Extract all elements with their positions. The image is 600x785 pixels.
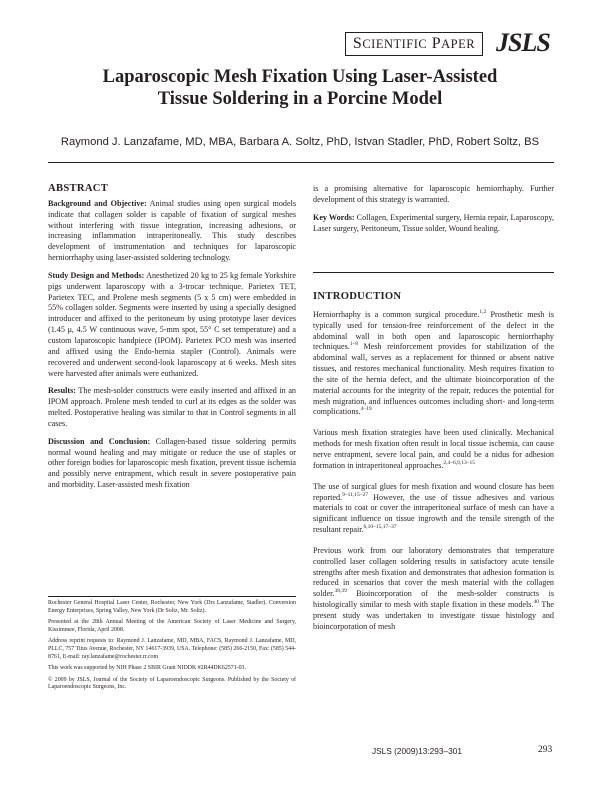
keywords-label: Key Words: — [313, 212, 355, 222]
page-header — [0, 30, 600, 62]
intro-p4-text-c: The present study was undertaken to investigate tissue histology and bioincorporation of mesh — [313, 600, 554, 631]
intro-p1-text-a: Herniorrhaphy is a common surgical procedure. — [313, 309, 480, 319]
footnote-address: Address reprint requests to: Raymond J. Lanzafame, MD, MBA, FACS, Raymond J. Lanzafame, MD, PLLC, 757 Titus Avenue, Rochester, NY 14617-3939, USA. Telephone: (585) 266-2150, Fax: (585) 544-8761, E-mail: ray.lanzafame@rochester.rr.com — [48, 638, 296, 660]
footnote-copyright: © 2009 by JSLS, Journal of the Society of Laparoendoscopic Surgeons. Published by the Society of Laparoendoscopic Surgeons, Inc. — [48, 676, 296, 691]
citation-sup: 1–8 — [349, 341, 359, 348]
intro-p1-text-c: Mesh reinforcement provides for stabilization of the abdominal wall, serves as a replacement for thinned or absent native tissues, and restores mechanical functionality. Mesh requires fixation to the site of the hernia defect, and the ultimate bioincorporation of the material accounts for the integrity of the repair, reduces the potential for mesh migration, and influences outcomes including short- and long-term complications. — [313, 342, 554, 417]
introduction-heading: INTRODUCTION — [313, 291, 402, 302]
abstract-discussion — [48, 437, 296, 491]
intro-p4-text-b: Bioincorporation of the mesh-solder constructs is histologically similar to mesh with staple fixation in these models. — [313, 589, 554, 610]
citation-sup: 4–19 — [360, 406, 372, 413]
intro-p3-text-b: However, the use of tissue adhesives and various materials to coat or cover the intraperitoneal surface of mesh can have a significant influence on tissue ingrowth and the tensile strength of the resultant repair. — [313, 492, 554, 535]
journal-logo: JSLS — [496, 28, 550, 57]
citation-sup: 1,2 — [479, 308, 487, 315]
intro-p2-text: Various mesh fixation strategies have been used clinically. Mechanical methods for mesh fixation often result in local tissue ischemia, can cause nerve entrapment, severe local pain, and could be a nidus for adhesion formation in intraperitoneal approaches. — [313, 428, 554, 470]
title-line-2: Tissue Soldering in a Porcine Model — [157, 89, 443, 109]
footnote-affiliation: Rochester General Hospital Laser Center, Rochester, New York (Drs Lanzafame, Stadler). Conversion Energy Enterprises, Spring Valley, New York (Dr Soltz, Mr. Soltz). — [48, 600, 296, 614]
results-label: Results: — [48, 386, 76, 396]
abstract-background — [48, 199, 296, 264]
footnote-presented: Presented at the 28th Annual Meeting of the American Society of Laser Medicine and Surgery, Kissimmee, Florida, April 2008. — [48, 619, 296, 633]
intro-p4-text-a: Previous work from our laboratory demonstrates that temperature controlled laser collagen soldering results in satisfactory acute tensile strengths after mesh fixation and demonstrates that adhesion formation is reduced in scenarios that cover the mesh material with the collagen solder. — [313, 545, 554, 599]
right-column — [313, 184, 554, 241]
footnote-divider — [48, 596, 296, 597]
footnotes — [48, 600, 296, 692]
section-cap-1: S — [352, 35, 363, 52]
citation-sup: 6,10–15,17–37 — [363, 524, 397, 531]
title-line-1: Laparoscopic Mesh Fixation Using Laser-Assisted — [102, 67, 498, 87]
intro-divider — [313, 272, 554, 273]
methods-text: Anesthetized 20 kg to 25 kg female Yorkshire pigs underwent laparoscopy with a 3-trocar technique. Parietex TET, Parietex TEC, and Prolene mesh segments (5 x 5 cm) were embedded in 55% collagen solder. Segments were inserted by using a specially designed introducer and affixed to the peritoneum by using prototype laser devices (1.45 μ, 4.5 W continuous wave, 5-mm spot, 55° C set temperature) and a custom laparoscopic handpiece (IPOM). Parietex PCO mesh was inserted and affixed using the Endo-hernia stapler (Control). Animals were recovered and underwent second-look laparoscopy at 6 weeks. Mesh sites were harvested after animals were euthanized. — [48, 270, 296, 378]
keywords — [313, 213, 554, 235]
intro-paragraph-2 — [313, 428, 554, 471]
background-text: Animal studies using open surgical models indicate that collagen solder is capable of fixation of surgical meshes without interfering with tissue integration, increasing adhesions, or increasing inflammation intraperitoneally. This study describes development of instrumentation and techniques for laparoscopic herniorrhaphy using laser-assisted soldering technology. — [48, 198, 297, 263]
section-cap-2: P — [431, 35, 442, 52]
abstract-continued: is a promising alternative for laparoscopic herniorrhaphy. Further development of this strategy is warranted. — [313, 184, 554, 204]
page-number: 293 — [538, 745, 553, 755]
discussion-label: Discussion and Conclusion: — [48, 436, 151, 446]
author-list: Raymond J. Lanzafame, MD, MBA, Barbara A. Soltz, PhD, Istvan Stadler, PhD, Robert Soltz, BS — [60, 136, 540, 148]
discussion-text: Collagen-based tissue soldering permits normal wound healing and may mitigate or reduce the use of staples or other foreign bodies for laparoscopic mesh fixation, prevent tissue ischemia and possibly nerve entrapment, which result in severe postoperative pain and morbidity. Laser-assisted mesh fixation — [48, 436, 296, 490]
abstract-column — [48, 184, 296, 498]
intro-p1-text-b: Prosthetic mesh is typically used for tension-free reinforcement of the defect in the abdominal wall in both open and laparoscopic herniorrhaphy techniques. — [313, 309, 554, 352]
methods-label: Study Design and Methods: — [48, 270, 145, 280]
section-rest-2: APER — [441, 37, 476, 51]
section-label — [345, 32, 483, 56]
footnote-grant: This work was supported by NIH Phase 2 SBIR Grant NIDDK #2R44DK62571-03. — [48, 665, 246, 672]
abstract-results — [48, 386, 296, 429]
journal-citation: JSLS (2009)13:293–301 — [372, 746, 462, 756]
introduction-section — [313, 292, 554, 640]
paper-title — [40, 66, 560, 110]
results-text: The mesh-solder constructs were easily inserted and affixed in an IPOM approach. Prolene mesh tended to curl at its edges as the solder was melted. Postoperative healing was similar to that in Control segments in all cases. — [48, 386, 296, 428]
intro-paragraph-4 — [313, 546, 554, 633]
citation-sup: 40 — [533, 599, 539, 606]
keywords-text: Collagen, Experimental surgery, Hernia repair, Laparoscopy, Laser surgery, Peritoneum, Tissue solder, Wound healing. — [313, 212, 554, 233]
citation-sup: 9–11,15–27 — [342, 491, 369, 498]
header-divider — [48, 162, 554, 163]
section-rest-1: CIENTIFIC — [362, 37, 428, 51]
citation-sup: 2,4–6,9,13–15 — [443, 459, 476, 466]
abstract-heading: ABSTRACT — [48, 183, 109, 194]
intro-paragraph-3 — [313, 482, 554, 536]
abstract-methods — [48, 271, 296, 379]
citation-sup: 38,39 — [334, 588, 347, 595]
background-label: Background and Objective: — [48, 198, 147, 208]
intro-paragraph-1 — [313, 310, 554, 418]
intro-p3-text-a: The use of surgical glues for mesh fixation and wound closure has been reported. — [313, 481, 554, 502]
